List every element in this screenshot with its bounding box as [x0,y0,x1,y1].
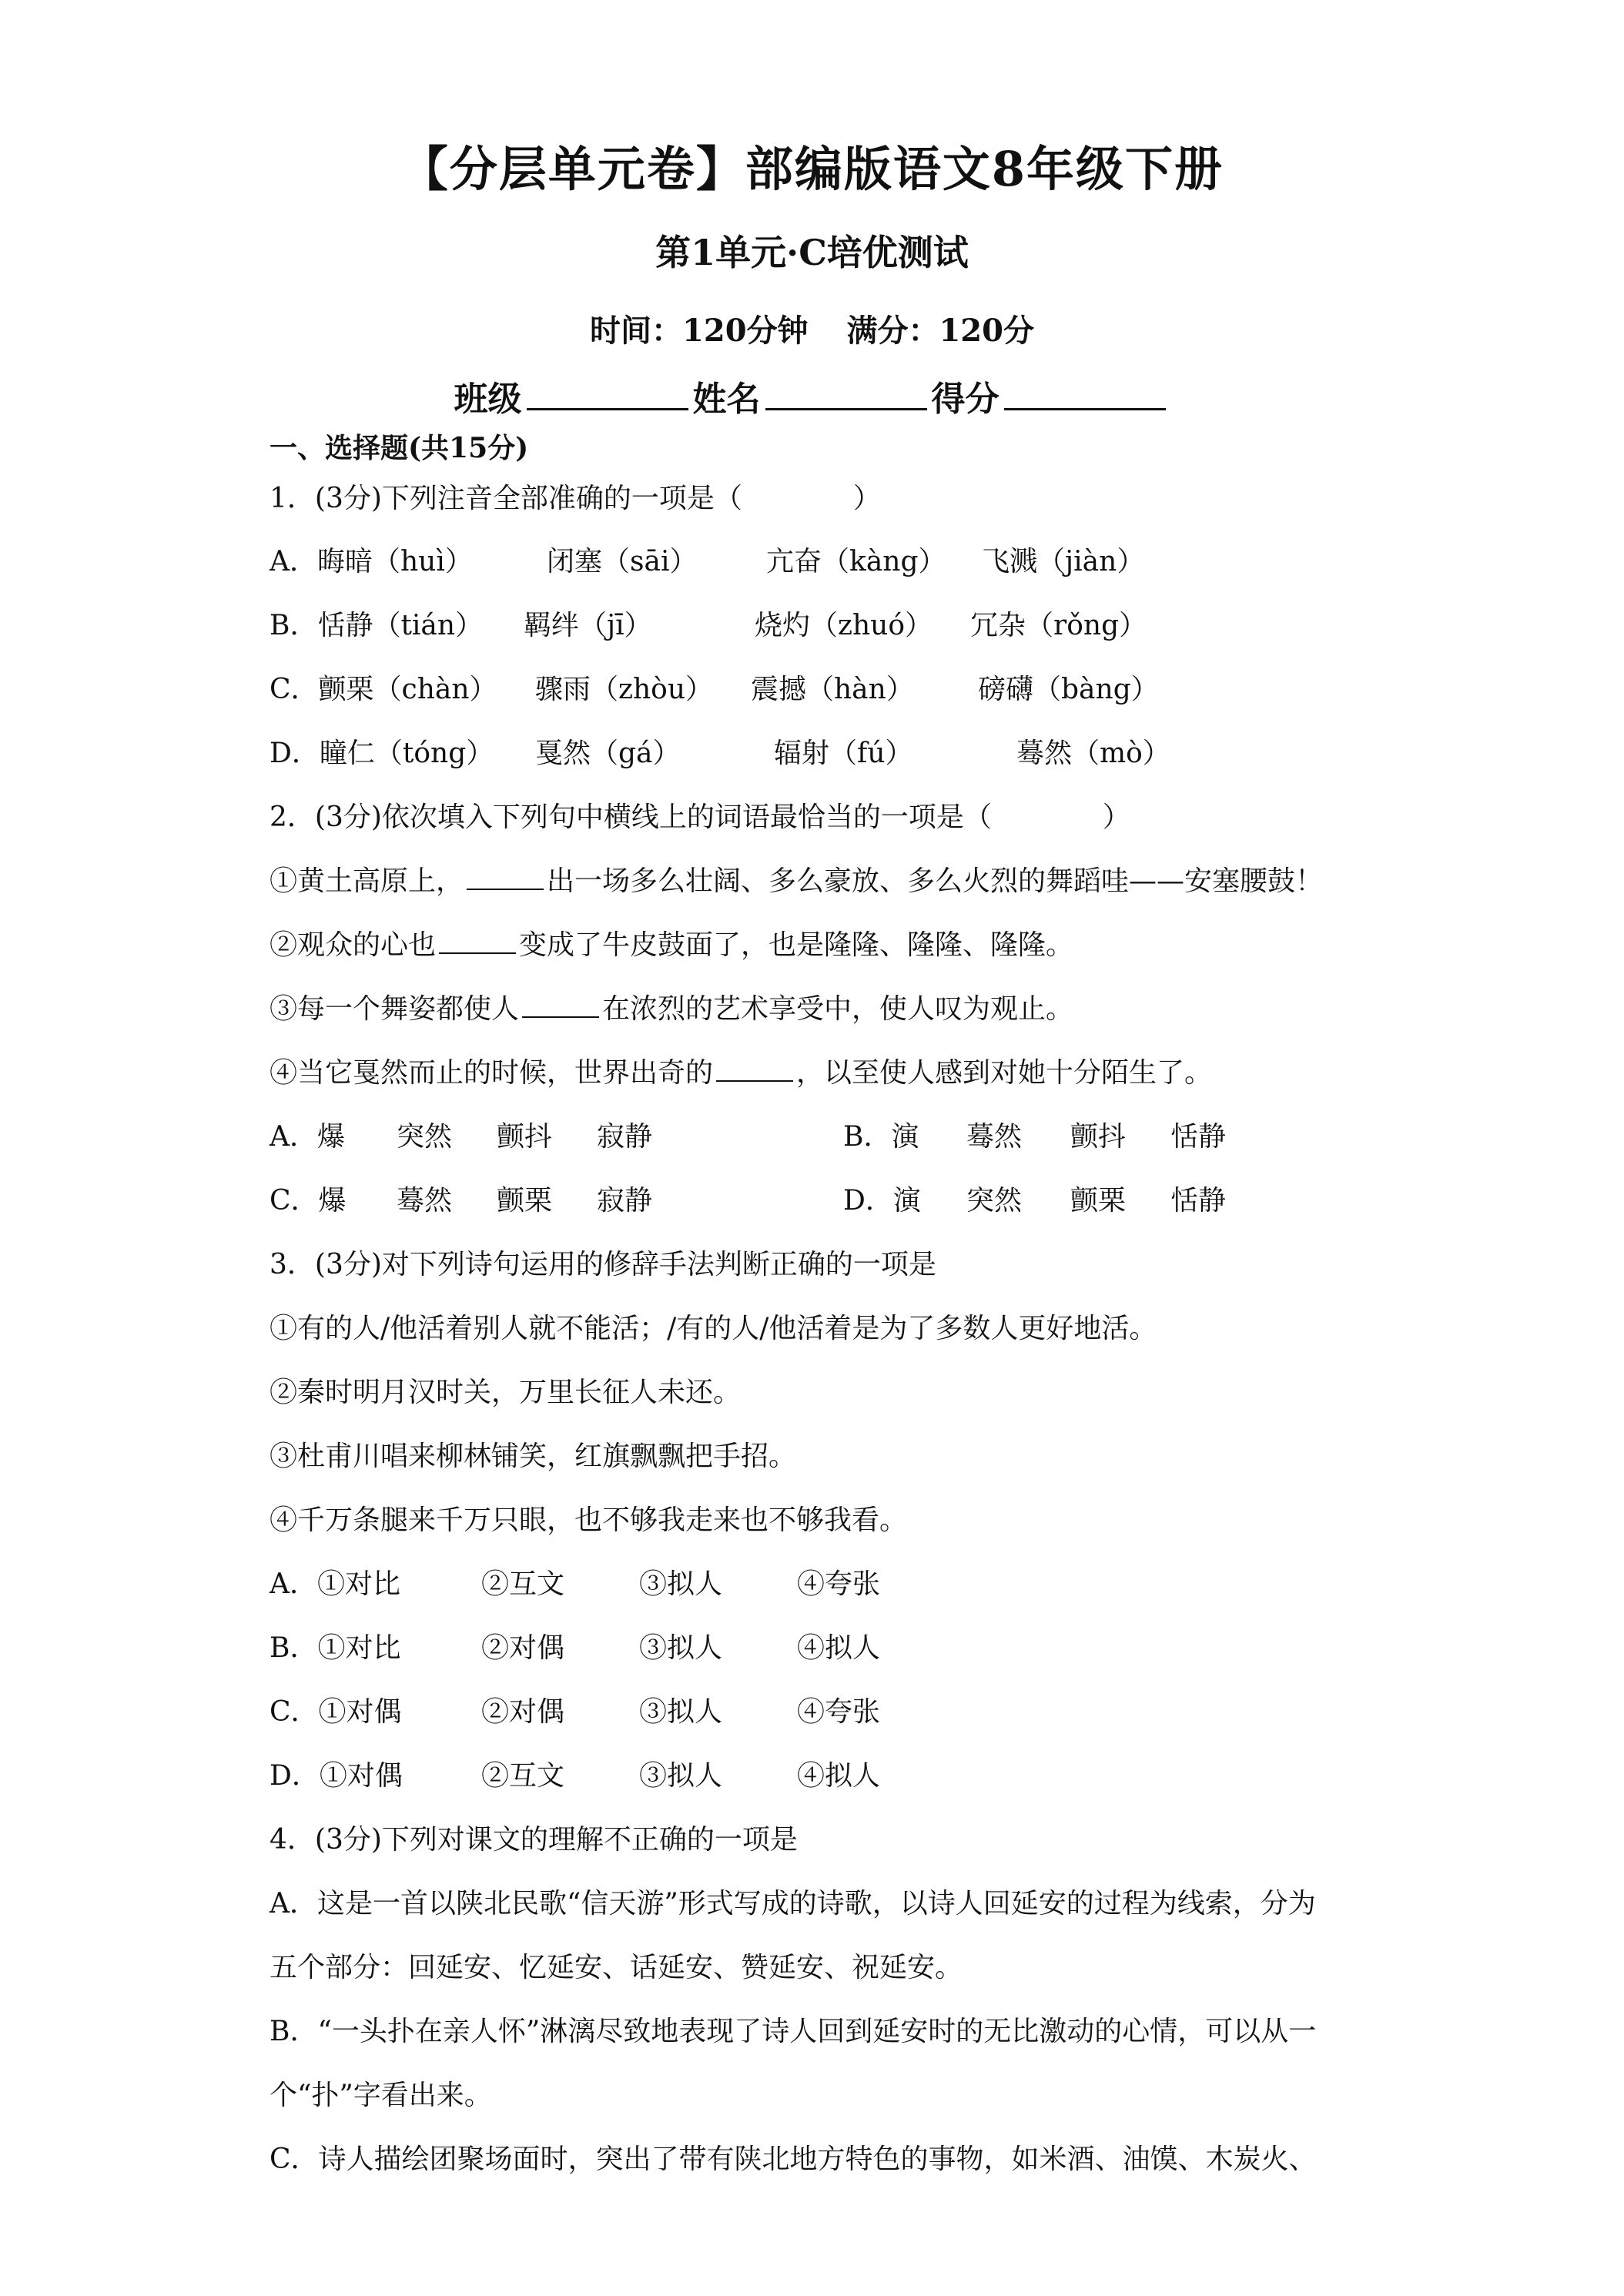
q2-s2-before: ②观众的心也 [270,929,437,961]
q3-verse-1: ①有的人/他活着别人就不能活；/有的人/他活着是为了多数人更好地活。 [270,1313,1157,1344]
q2-option-b-3: 颤抖 [1070,1121,1127,1153]
q2-option-b-4: 恬静 [1170,1121,1227,1153]
q2-option-a-4: 寂静 [597,1121,653,1153]
q2-blank-2[interactable] [439,929,516,954]
q2-option-a-2: 突然 [397,1121,453,1153]
q3-option-b[interactable]: B．①对比 [270,1632,401,1664]
q3-option-c[interactable]: C．①对偶 [270,1696,402,1728]
q3-option-a[interactable]: A．①对比 [270,1568,400,1600]
q4-option-b-line-1[interactable]: B．“一头扑在亲人怀”淋漓尽致地表现了诗人回到延安时的无比激动的心情，可以从一 [270,2016,1317,2047]
q2-s3-before: ③每一个舞姿都使人 [270,993,520,1025]
q4-option-a-line-1[interactable]: A．这是一首以陕北民歌“信天游”形式写成的诗歌，以诗人回延安的过程为线索，分为 [270,1888,1316,1919]
class-label: 班级 [454,380,522,419]
q2-option-c-4: 寂静 [597,1185,653,1217]
time-limit: 时间：120分钟 [590,313,809,349]
q3-option-a-4: ④夸张 [797,1568,881,1600]
q2-option-d-4: 恬静 [1170,1185,1227,1217]
q2-option-c-3: 颤栗 [497,1185,553,1217]
q2-sentence-3 [270,992,1073,1026]
q1-option-b-4: 冗杂（rǒng） [970,610,1147,641]
q3-option-d-4: ④拟人 [797,1760,881,1792]
q3-option-d-2: ②互文 [481,1760,565,1792]
q1-option-b-3: 烧灼（zhuó） [755,610,933,641]
q3-option-b-3: ③拟人 [639,1632,723,1664]
q2-option-a[interactable]: A．爆 [270,1121,345,1153]
q2-sentence-4 [270,1056,1212,1090]
q1-option-c-3: 震撼（hàn） [751,674,914,705]
question-1-stem: 1．(3分)下列注音全部准确的一项是（ ） [270,483,881,514]
page-subtitle: 第1单元·C培优测试 [655,232,969,273]
q1-option-a-4: 飞溅（jiàn） [982,546,1145,577]
grade-blank[interactable] [1004,377,1166,410]
q1-option-c-2: 骤雨（zhòu） [535,674,714,705]
grade-label: 得分 [931,380,1000,419]
q1-option-d-3: 辐射（fú） [774,738,913,769]
q1-option-b-2: 羁绊（jī） [524,610,652,641]
q2-option-c[interactable]: C．爆 [270,1185,347,1217]
question-4-stem: 4．(3分)下列对课文的理解不正确的一项是 [270,1824,798,1856]
q3-option-d-3: ③拟人 [639,1760,723,1792]
name-label: 姓名 [692,380,761,419]
q3-option-b-4: ④拟人 [797,1632,881,1664]
q2-option-d-2: 突然 [966,1185,1023,1217]
q2-s4-before: ④当它戛然而止的时候，世界出奇的 [270,1057,714,1089]
q3-option-a-2: ②互文 [481,1568,565,1600]
question-2-stem: 2．(3分)依次填入下列句中横线上的词语最恰当的一项是（ ） [270,802,1130,833]
q2-option-b[interactable]: B．演 [843,1121,919,1153]
q3-verse-2: ②秦时明月汉时关，万里长征人未还。 [270,1377,742,1408]
q2-s4-after: ，以至使人感到对她十分陌生了。 [796,1057,1213,1089]
q3-option-c-2: ②对偶 [481,1696,565,1728]
student-info-line [0,371,1624,420]
q1-option-c-4: 磅礴（bàng） [978,674,1159,705]
q2-option-d[interactable]: D．演 [843,1185,921,1217]
q2-option-c-2: 蓦然 [397,1185,453,1217]
question-3-stem: 3．(3分)对下列诗句运用的修辞手法判断正确的一项是 [270,1249,936,1280]
name-blank[interactable] [765,377,927,410]
exam-meta [0,306,1624,350]
q3-verse-3: ③杜甫川唱来柳林铺笑，红旗飘飘把手招。 [270,1441,797,1472]
q1-option-c-1[interactable]: C．颤栗（chàn） [270,674,497,705]
q3-option-c-4: ④夸张 [797,1696,881,1728]
full-score: 满分：120分 [846,313,1034,349]
page-title: 【分层单元卷】部编版语文8年级下册 [400,141,1224,197]
q3-option-a-3: ③拟人 [639,1568,723,1600]
q2-blank-4[interactable] [716,1057,793,1082]
q1-option-a-3: 亢奋（kàng） [766,546,946,577]
q1-option-d-4: 蓦然（mò） [1016,738,1170,769]
q1-option-a-2: 闭塞（sāi） [547,546,698,577]
section-heading: 一、选择题(共15分) [270,432,529,464]
q2-sentence-1 [270,865,1323,899]
q1-option-b-1[interactable]: B．恬静（tián） [270,610,484,641]
q2-option-d-3: 颤栗 [1070,1185,1127,1217]
q2-blank-1[interactable] [467,865,544,890]
q2-s1-after: 出一场多么壮阔、多么豪放、多么火烈的舞蹈哇——安塞腰鼓！ [547,865,1324,897]
q3-option-c-3: ③拟人 [639,1696,723,1728]
q1-option-d-1[interactable]: D．瞳仁（tóng） [270,738,494,769]
q4-option-b-line-2: 个“扑”字看出来。 [270,2080,492,2111]
q4-option-c-line-1[interactable]: C．诗人描绘团聚场面时，突出了带有陕北地方特色的事物，如米酒、油馍、木炭火、 [270,2144,1317,2175]
q3-verse-4: ④千万条腿来千万只眼，也不够我走来也不够我看。 [270,1504,908,1536]
class-blank[interactable] [527,377,688,410]
q2-s3-after: 在浓烈的艺术享受中，使人叹为观止。 [602,993,1074,1025]
q2-blank-3[interactable] [522,993,599,1018]
q4-option-a-line-2: 五个部分：回延安、忆延安、话延安、赞延安、祝延安。 [270,1952,963,1983]
q1-option-a-1[interactable]: A．晦暗（huì） [270,546,473,577]
q3-option-d[interactable]: D．①对偶 [270,1760,403,1792]
q2-option-a-3: 颤抖 [497,1121,553,1153]
q2-s2-after: 变成了牛皮鼓面了，也是隆隆、隆隆、隆隆。 [519,929,1074,961]
q1-option-d-2: 戛然（gá） [535,738,681,769]
q2-sentence-2 [270,929,1073,962]
q2-s1-before: ①黄土高原上， [270,865,464,897]
q3-option-b-2: ②对偶 [481,1632,565,1664]
q2-option-b-2: 蓦然 [966,1121,1023,1153]
